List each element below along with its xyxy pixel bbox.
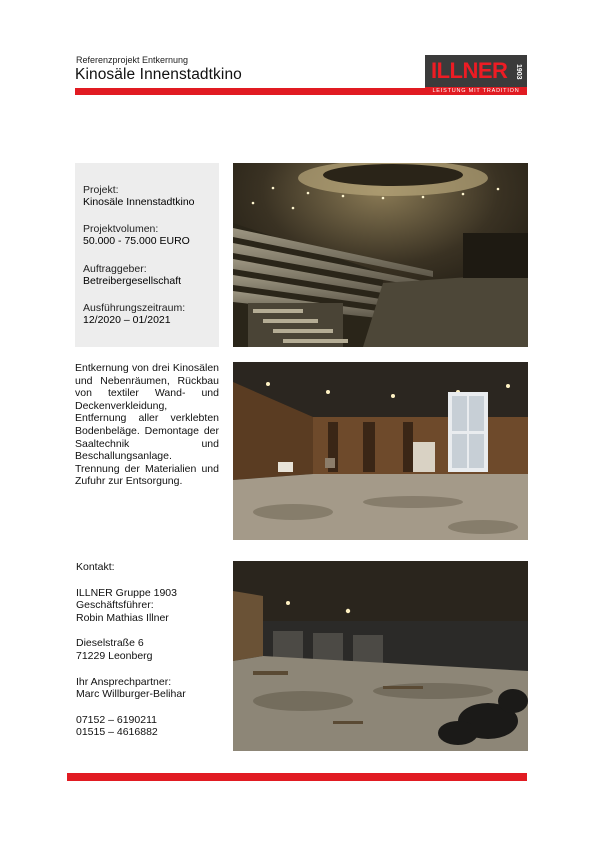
company-logo xyxy=(425,55,527,95)
contact-heading: Kontakt: xyxy=(76,561,115,573)
cinema-seating-photo xyxy=(233,163,528,347)
logo-wordmark: ILLNER xyxy=(431,58,508,83)
footer-divider xyxy=(67,773,527,781)
page-title: Kinosäle Innenstadtkino xyxy=(75,66,242,83)
projekt-value: Kinosäle Innenstadtkino xyxy=(83,196,195,208)
project-info-box xyxy=(75,163,219,347)
volumen-value: 50.000 - 75.000 EURO xyxy=(83,235,190,247)
zeitraum-label: Ausführungszeitraum: xyxy=(83,302,186,314)
demolition-floor-photo xyxy=(233,561,528,751)
auftraggeber-value: Betreibergesellschaft xyxy=(83,275,182,287)
contact-city: 71229 Leonberg xyxy=(76,649,153,662)
logo-tagline: LEISTUNG MIT TRADITION xyxy=(425,87,527,95)
project-description: Entkernung von drei Kinosälen und Nebenräumen, Rückbau von textiler Wand- und Deckenverkleidung, Entfernung aller verklebten Bodenbeläge. Demontage der Saaltechnik und Beschallungsanlage. Trennung der Materialien und Zufuhr zur Entsorgung. xyxy=(75,362,219,488)
contact-mobile: 01515 – 4616882 xyxy=(76,726,158,737)
contact-company: ILLNER Gruppe 1903 xyxy=(76,586,177,599)
contact-street: Dieselstraße 6 xyxy=(76,637,144,650)
projekt-label: Projekt: xyxy=(83,184,119,196)
auftraggeber-label: Auftraggeber: xyxy=(83,263,147,275)
contact-manager-label: Geschäftsführer: xyxy=(76,599,154,612)
zeitraum-value: 12/2020 – 01/2021 xyxy=(83,314,171,326)
volumen-label: Projektvolumen: xyxy=(83,223,159,235)
logo-year: 1903 xyxy=(515,64,522,80)
contact-partner-label: Ihr Ansprechpartner: xyxy=(76,675,172,688)
contact-manager-name: Robin Mathias Illner xyxy=(76,611,169,624)
contact-partner-name: Marc Willburger-Belihar xyxy=(76,688,186,701)
contact-block xyxy=(76,561,236,736)
contact-phone: 07152 – 6190211 xyxy=(76,713,157,726)
project-type-label: Referenzprojekt Entkernung xyxy=(76,55,189,65)
stripped-hall-photo xyxy=(233,362,528,540)
